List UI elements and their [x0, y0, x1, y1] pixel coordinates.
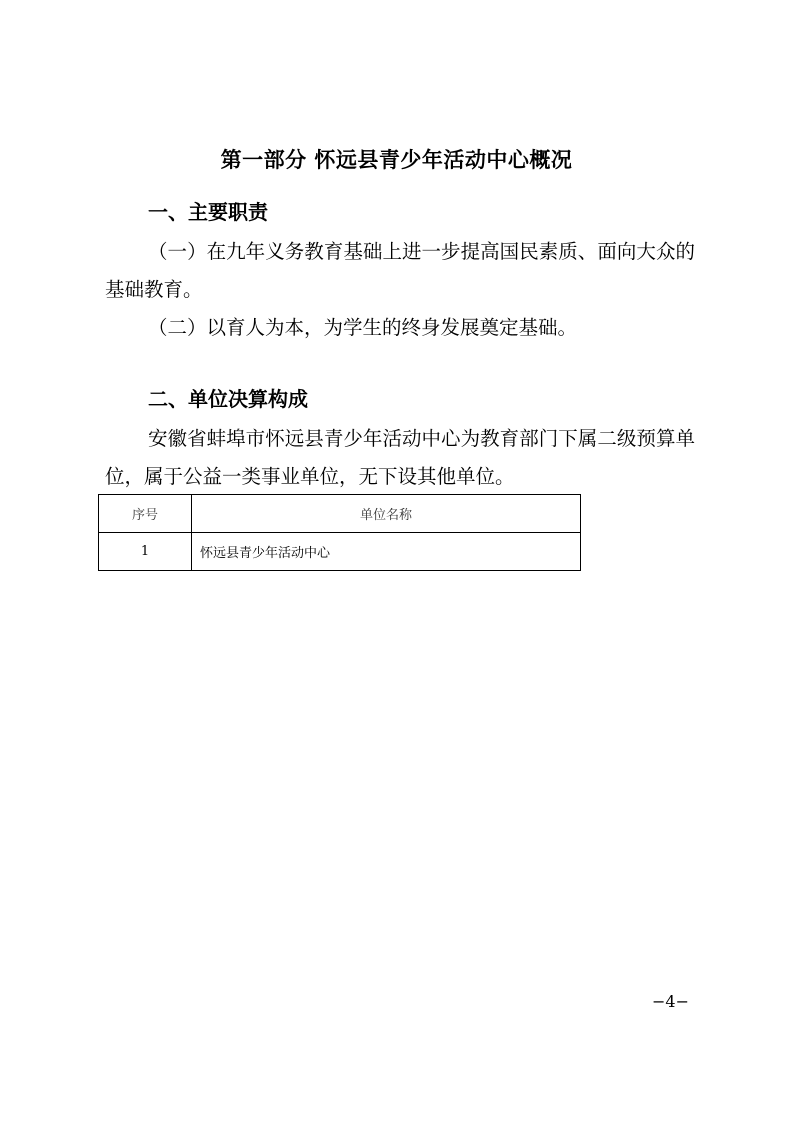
- unit-table: [98, 494, 581, 571]
- table-header-index: 序号: [99, 495, 192, 533]
- table-header-unit-name: 单位名称: [192, 495, 581, 533]
- duty-item-1: （一）在九年义务教育基础上进一步提高国民素质、面向大众的基础教育。: [105, 240, 695, 301]
- duty-item-2: （二）以育人为本，为学生的终身发展奠定基础。: [148, 316, 578, 339]
- table-cell-unit-name: 怀远县青少年活动中心: [192, 533, 581, 571]
- section-heading-duties: 一、主要职责: [148, 200, 268, 224]
- page-number: −4−: [652, 992, 689, 1011]
- table-cell-index: 1: [99, 533, 192, 571]
- table-header-row: [99, 495, 581, 533]
- section-heading-composition: 二、单位决算构成: [148, 387, 308, 411]
- composition-paragraph: 安徽省蚌埠市怀远县青少年活动中心为教育部门下属二级预算单位，属于公益一类事业单位，无下设其他单位。: [105, 427, 695, 488]
- table-row: [99, 533, 581, 571]
- page-title: 第一部分 怀远县青少年活动中心概况: [220, 148, 573, 172]
